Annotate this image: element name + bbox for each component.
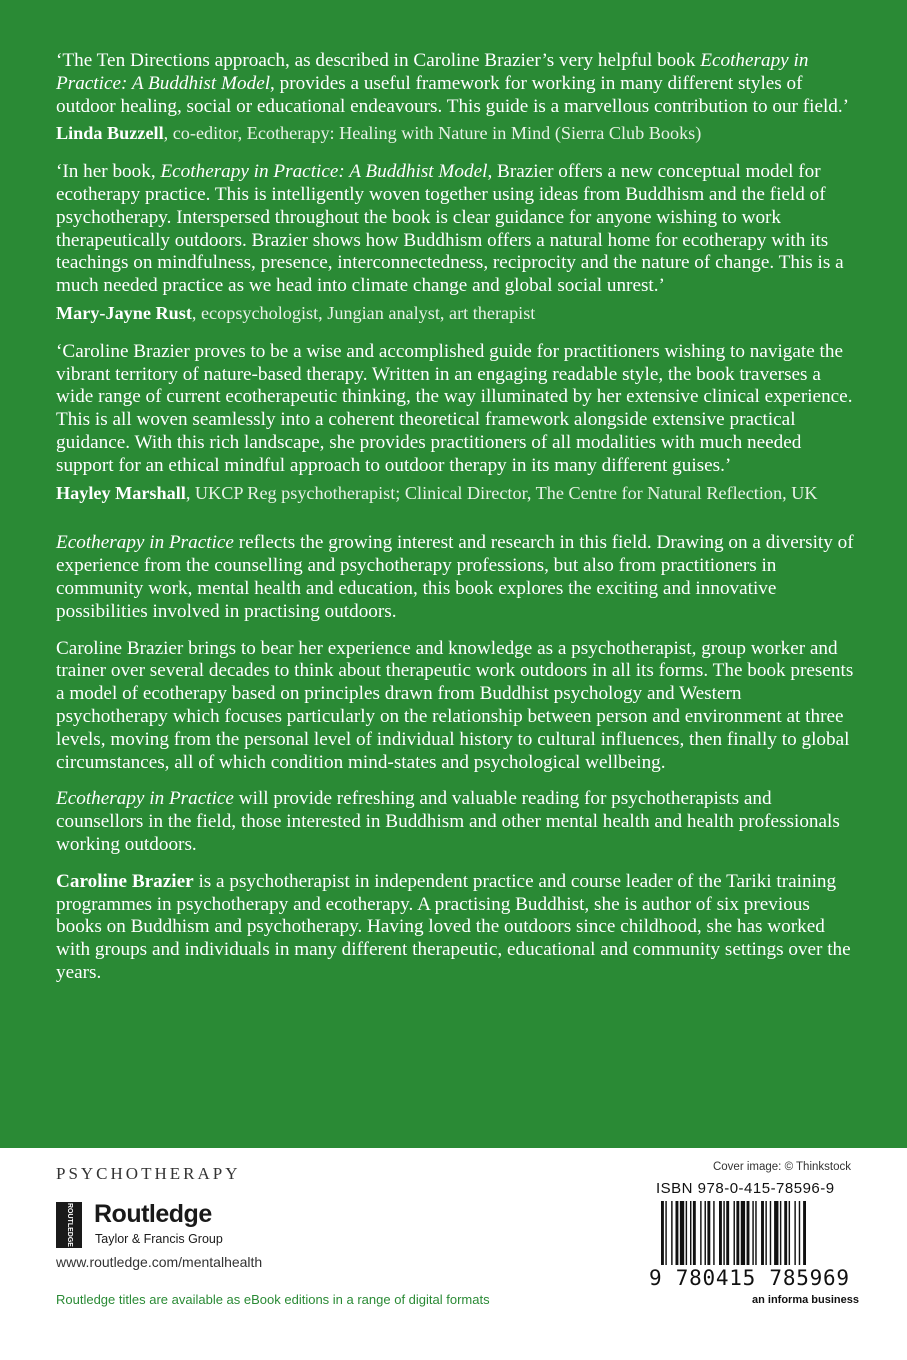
quote-text: , Brazier offers a new conceptual model for ecotherapy practice. This is intelligently woven together using ideas from Buddhism and the field of psychotherapy. Interspersed throughout the book is clear guidance for anyone wishing to work therapeutically outdoors. Brazier shows how Buddhism offers a natural home for ecotherapy with its teachings on mindfulness, presence, interconnectedness, reciprocity and the nature of change. This is a much needed practice as we head into climate change and global social unrest.’ (56, 161, 844, 297)
author-bio-text: is a psychotherapist in independent practice and course leader of the Tariki training programmes in psychotherapy and ecotherapy. A practising Buddhist, she is author of six previous books on Buddhism and psychotherapy. Having loved the outdoors since childhood, she has worked with groups and individuals in many different therapeutic, educational and community settings over the years. (56, 870, 851, 983)
informa-tagline: an informa business (752, 1294, 859, 1306)
blurb-paragraph-1 (56, 532, 856, 623)
review-attribution-2 (56, 302, 856, 325)
reviewer-role: , co-editor, Ecotherapy: Healing with Nature in Mind (Sierra Club Books) (163, 123, 702, 144)
isbn-label: ISBN 978-0-415-78596-9 (656, 1180, 835, 1197)
reviewer-role: , ecopsychologist, Jungian analyst, art therapist (191, 302, 536, 323)
blurb-paragraph-3 (56, 788, 856, 856)
reviewer-name: Mary-Jayne Rust (56, 302, 192, 323)
series-label: PSYCHOTHERAPY (56, 1164, 241, 1183)
blurb-paragraph-2: Caroline Brazier brings to bear her experience and knowledge as a psychotherapist, group worker and trainer over several decades to think about therapeutic work outdoors in all its forms. The book presents a model of ecotherapy based on principles drawn from Buddhist psychology and Western psychotherapy which focuses particularly on the relationship between person and environment at three levels, moving from the personal level of individual history to cultural influences, then finally to global circumstances, all of which condition mind-states and psychological wellbeing. (56, 637, 854, 773)
publisher-name: Routledge (94, 1200, 212, 1228)
review-attribution-1 (56, 122, 856, 145)
ebook-note: Routledge titles are available as eBook editions in a range of digital formats (56, 1292, 490, 1307)
book-title: Ecotherapy in Practice (56, 788, 234, 810)
back-cover-footer (0, 1148, 907, 1360)
author-bio (56, 871, 856, 985)
reviewer-name: Hayley Marshall (56, 482, 186, 503)
routledge-logo-icon: ROUTLEDGE (56, 1202, 82, 1248)
publisher-group: Taylor & Francis Group (95, 1232, 223, 1246)
blurb-text: reflects the growing interest and research in this field. Drawing on a diversity of experience from the counselling and psychotherapy professions, but also from practitioners in community work, mental health and education, this book explores the exciting and innovative possibilities involved in practising outdoors. (56, 532, 854, 622)
quote-text: ‘In her book, (56, 161, 161, 183)
cover-image-credit: Cover image: © Thinkstock (712, 1161, 851, 1173)
cover-text-column (56, 50, 856, 985)
reviewer-role: , UKCP Reg psychotherapist; Clinical Director, The Centre for Natural Reflection, UK (185, 482, 818, 503)
quote-text: ‘The Ten Directions approach, as described in Caroline Brazier’s very helpful book (56, 50, 701, 71)
book-title: Ecotherapy in Practice: A Buddhist Model (160, 161, 488, 183)
book-title: Ecotherapy in Practice: A Buddhist Model (56, 50, 809, 94)
quote-text: , provides a useful framework for working in many different styles of outdoor healing, social or educational endeavours. This guide is a marvellous contribution to our field.’ (56, 72, 850, 117)
barcode-digits: 9 780415 785969 (649, 1266, 849, 1289)
publisher-url[interactable]: www.routledge.com/mentalhealth (56, 1254, 263, 1270)
book-title: Ecotherapy in Practice (56, 532, 234, 554)
review-quote-3: ‘Caroline Brazier proves to be a wise and accomplished guide for practitioners wishing to navigate the vibrant territory of nature-based therapy. Written in an engaging readable style, the book traverses a wide range of current ecotherapeutic thinking, the way illuminated by her extensive clinical experience. This is all woven seamlessly into a coherent theoretical framework alongside extensive practical guidance. With this rich landscape, she provides practitioners of all modalities with much needed support for an ethical mindful approach to outdoor therapy in its many different guises.’ (56, 340, 853, 476)
review-quote-2 (56, 161, 856, 298)
reviewer-name: Linda Buzzell (56, 123, 164, 144)
review-quote-1 (56, 50, 856, 118)
author-name: Caroline Brazier (56, 870, 194, 892)
blurb-text: will provide refreshing and valuable reading for psychotherapists and counsellors in the field, those interested in Buddhism and other mental health and health professionals working outdoors. (56, 788, 840, 855)
review-attribution-3 (56, 482, 856, 505)
barcode-icon (649, 1201, 853, 1289)
